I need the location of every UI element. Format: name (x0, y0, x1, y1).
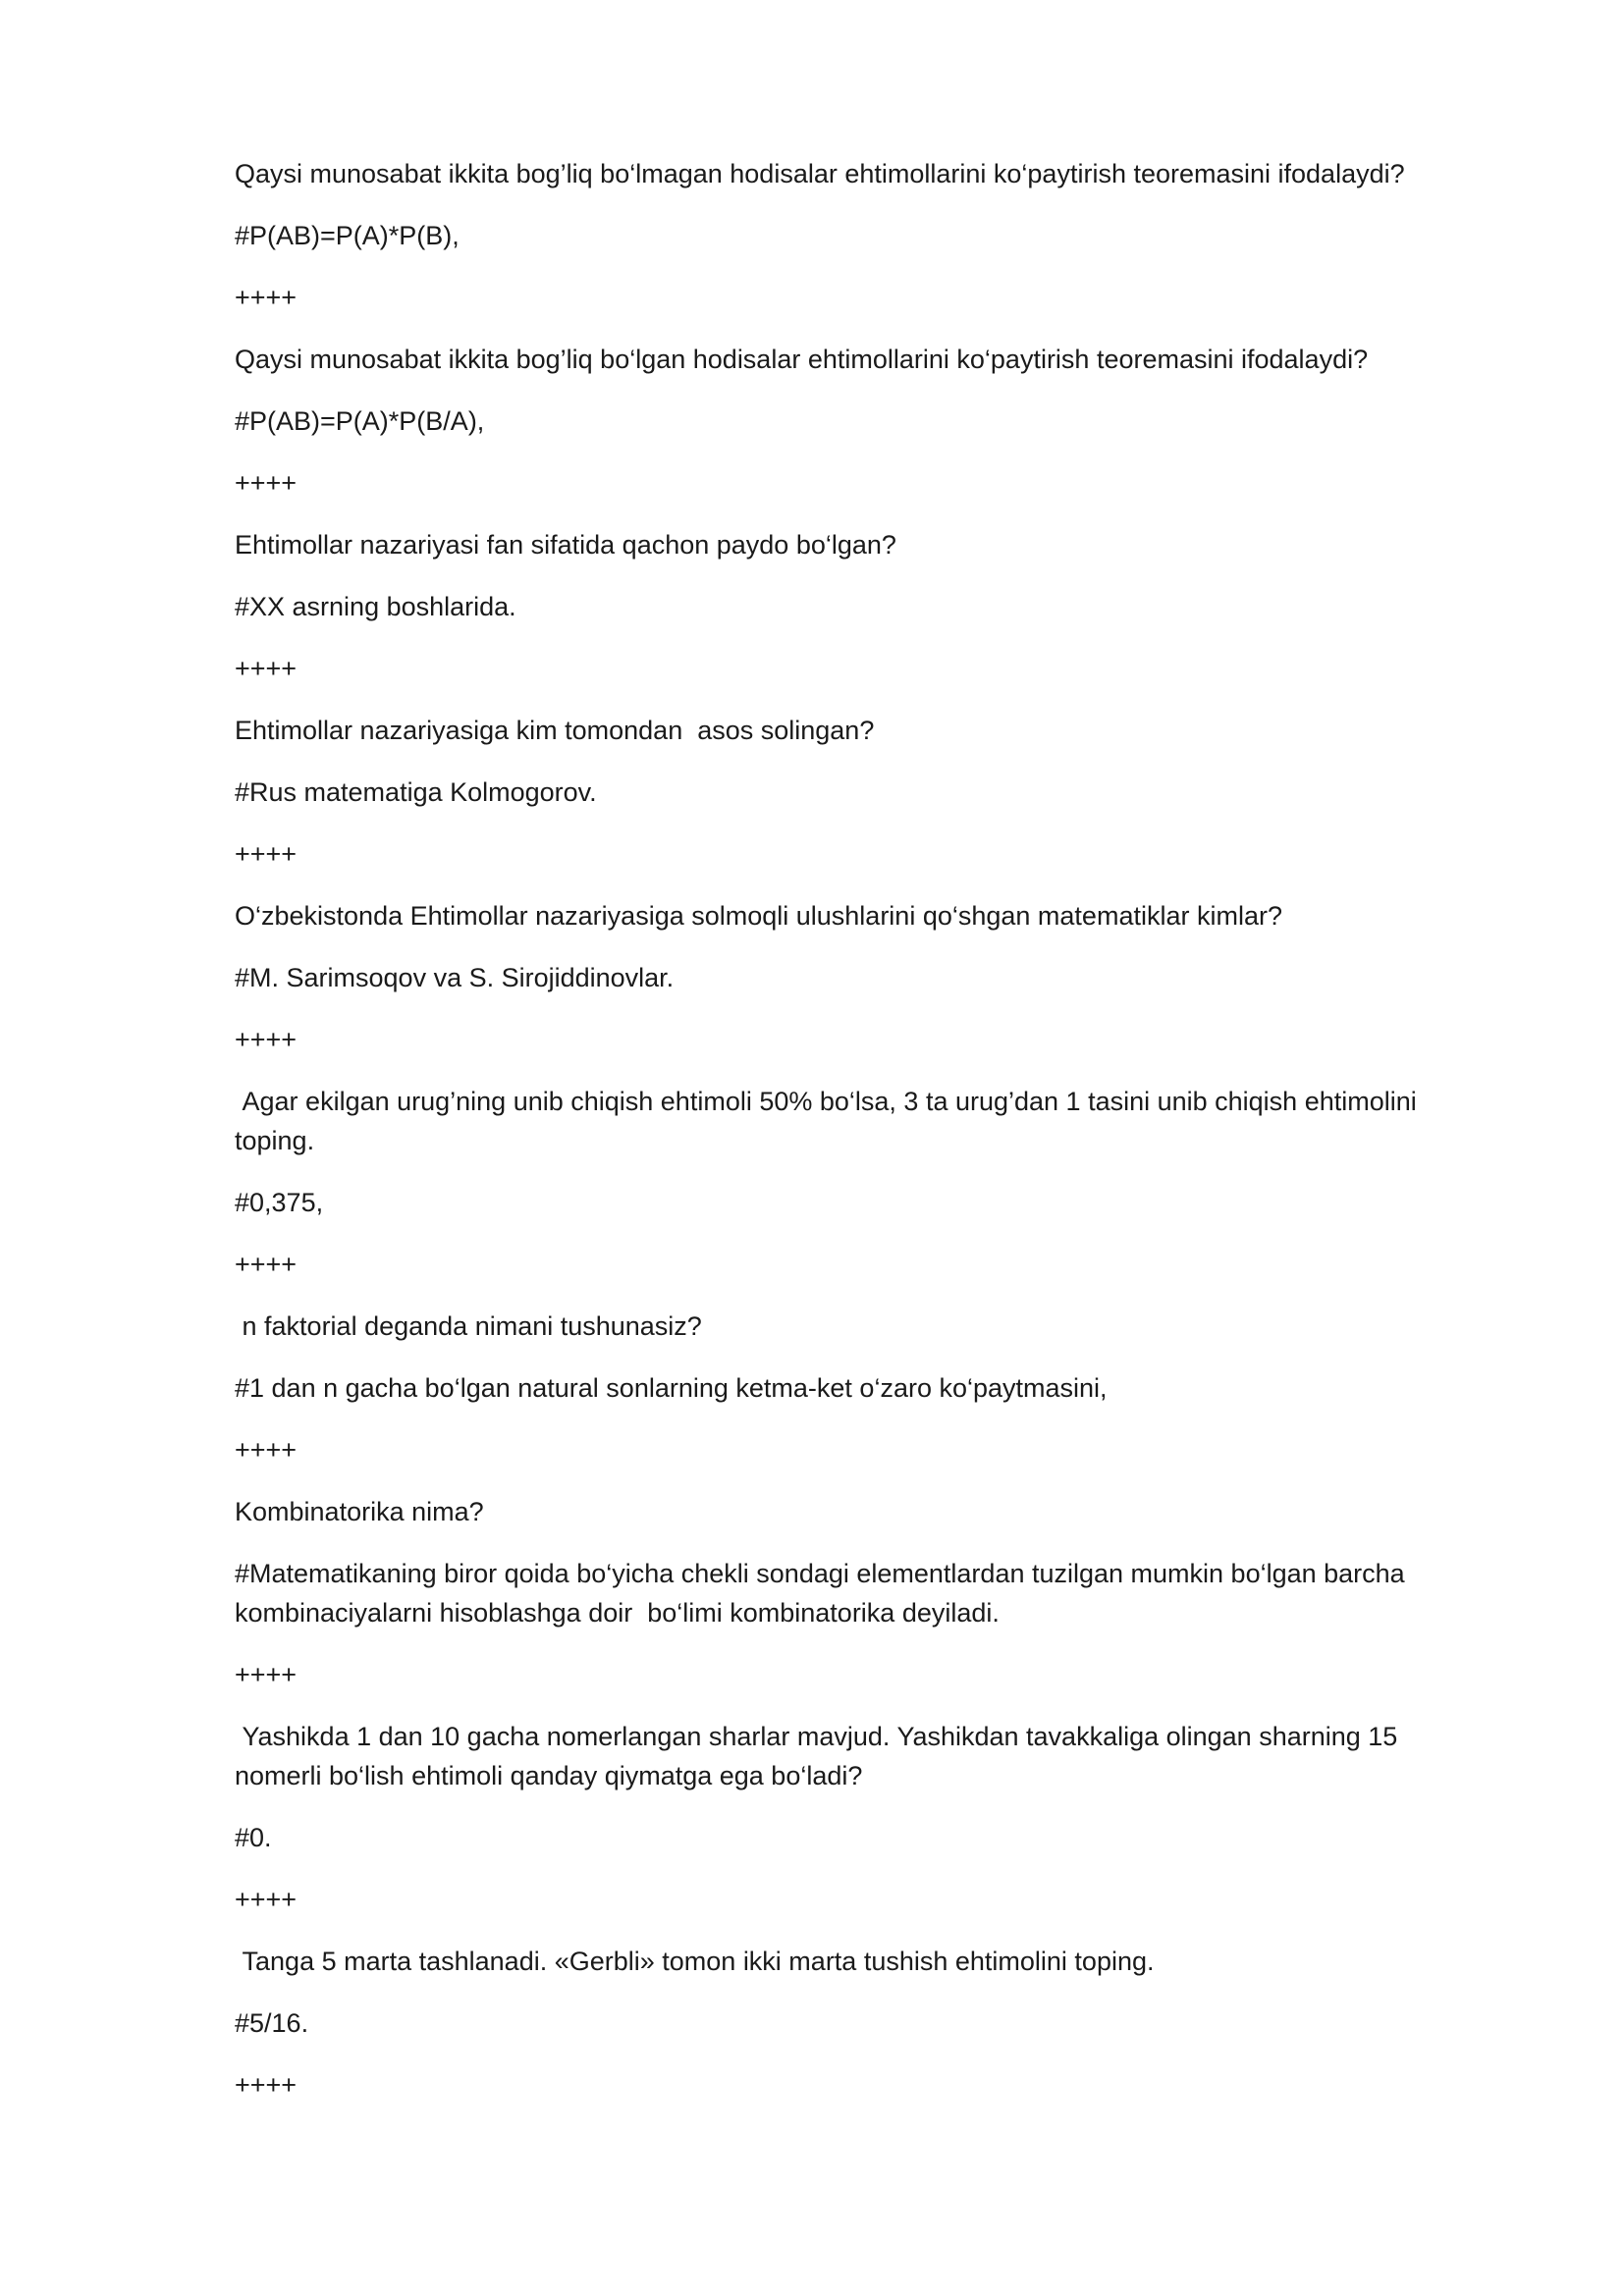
question-5: O‘zbekistonda Ehtimollar nazariyasiga solmoqli ulushlarini qo‘shgan matematiklar kimlar? (235, 901, 1282, 931)
question-4: Ehtimollar nazariyasiga kim tomondan asos solingan? (235, 716, 875, 745)
answer-7: #1 dan n gacha bo‘lgan natural sonlarning ketma-ket o‘zaro ko‘paytmasini, (235, 1373, 1108, 1403)
question-2: Qaysi munosabat ikkita bog’liq bo‘lgan hodisalar ehtimollarini ko‘paytirish teoremasini ifodalaydi? (235, 345, 1369, 374)
separator-2: ++++ (235, 468, 298, 498)
separator-4: ++++ (235, 839, 298, 869)
answer-6: #0,375, (235, 1188, 324, 1217)
separator-8: ++++ (235, 1660, 298, 1689)
separator-3: ++++ (235, 654, 298, 683)
separator-1: ++++ (235, 283, 298, 312)
question-8: Kombinatorika nima? (235, 1497, 484, 1526)
question-9: Yashikda 1 dan 10 gacha nomerlangan sharlar mavjud. Yashikdan tavakkaliga olingan sharning 15 nomerli bo‘lish ehtimoli qanday qiymatga ega bo‘ladi? (235, 1722, 1405, 1790)
answer-1: #P(AB)=P(A)*P(B), (235, 221, 460, 250)
separator-10: ++++ (235, 2070, 298, 2100)
separator-7: ++++ (235, 1435, 298, 1465)
answer-5: #M. Sarimsoqov va S. Sirojiddinovlar. (235, 963, 675, 992)
answer-10: #5/16. (235, 2008, 309, 2038)
question-3: Ehtimollar nazariyasi fan sifatida qachon paydo bo‘lgan? (235, 530, 896, 560)
question-6: Agar ekilgan urug’ning unib chiqish ehtimoli 50% bo‘lsa, 3 ta urug’dan 1 tasini unib chiqish ehtimolini toping. (235, 1087, 1425, 1155)
separator-9: ++++ (235, 1885, 298, 1914)
answer-2: #P(AB)=P(A)*P(B/A), (235, 406, 485, 436)
answer-3: #XX asrning boshlarida. (235, 592, 516, 621)
separator-5: ++++ (235, 1025, 298, 1054)
question-1: Qaysi munosabat ikkita bog’liq bo‘lmagan hodisalar ehtimollarini ko‘paytirish teoremasini ifodalaydi? (235, 159, 1405, 188)
answer-4: #Rus matematiga Kolmogorov. (235, 777, 597, 807)
question-7: n faktorial deganda nimani tushunasiz? (235, 1311, 702, 1341)
question-10: Tanga 5 marta tashlanadi. «Gerbli» tomon ikki marta tushish ehtimolini toping. (235, 1947, 1155, 1976)
answer-9: #0. (235, 1823, 272, 1852)
separator-6: ++++ (235, 1250, 298, 1279)
answer-8: #Matematikaning biror qoida bo‘yicha chekli sondagi elementlardan tuzilgan mumkin bo‘lgan barcha kombinaciyalarni hisoblashga doir bo‘limi kombinatorika deyiladi. (235, 1559, 1413, 1628)
